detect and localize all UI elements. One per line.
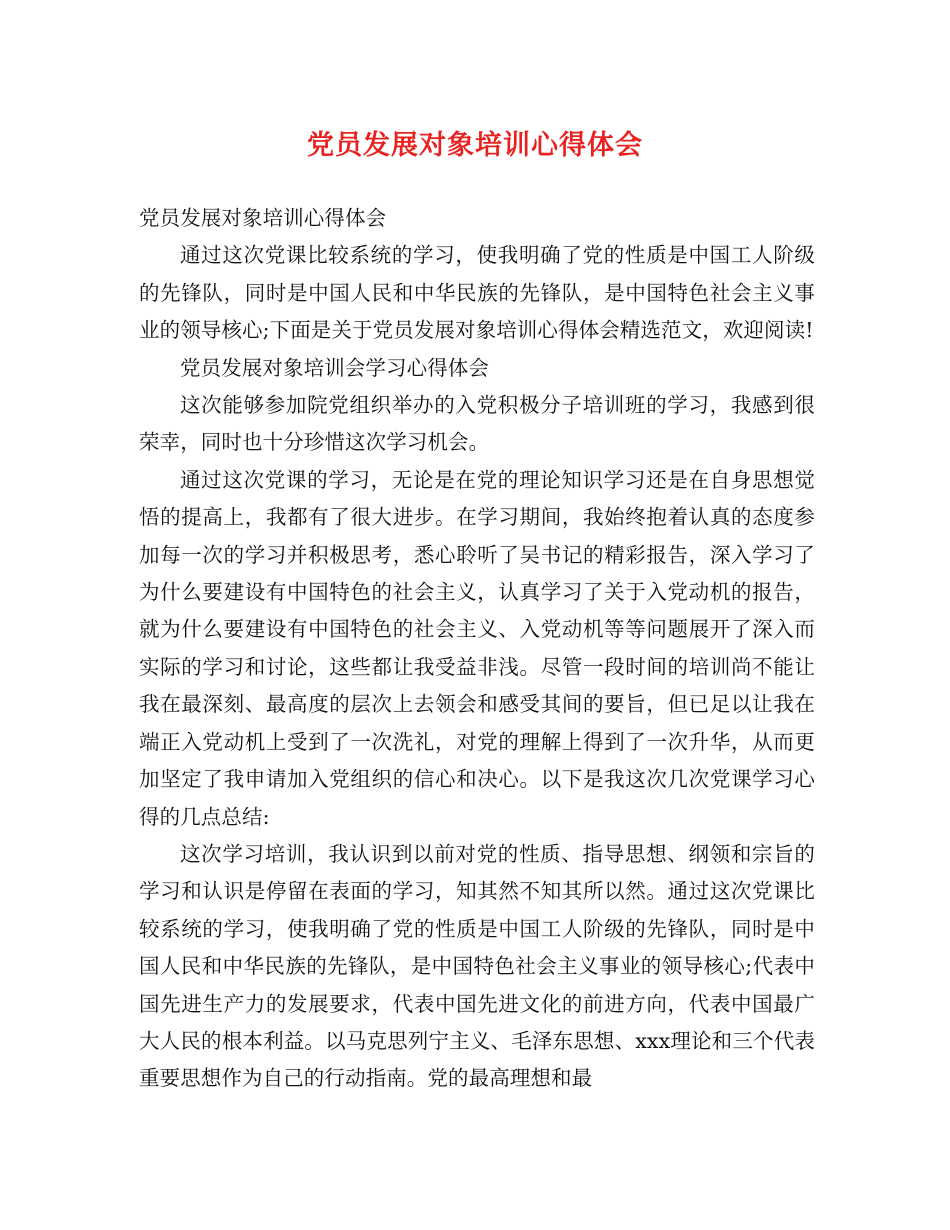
document-title: 党员发展对象培训心得体会 xyxy=(307,130,643,161)
section-heading: 党员发展对象培训会学习心得体会 xyxy=(180,355,489,380)
document-body xyxy=(139,200,815,1098)
paragraph: 通过这次党课比较系统的学习，使我明确了党的性质是中国工人阶级的先锋队，同时是中国人民和中华民族的先锋队，是中国特色社会主义事业的领导核心;下面是关于党员发展对象培训心得体会精选范文，欢迎阅读! xyxy=(139,243,815,343)
paragraph: 通过这次党课的学习，无论是在党的理论知识学习还是在自身思想觉悟的提高上，我都有了很大进步。在学习期间，我始终抱着认真的态度参加每一次的学习并积极思考，悉心聆听了吴书记的精彩报告，深入学习了为什么要建设有中国特色的社会主义，认真学习了关于入党动机的报告，就为什么要建设有中国特色的社会主义、入党动机等等问题展开了深入而实际的学习和讨论，这些都让我受益非浅。尽管一段时间的培训尚不能让我在最深刻、最高度的层次上去领会和感受其间的要旨，但已足以让我在端正入党动机上受到了一次洗礼，对党的理解上得到了一次升华，从而更加坚定了我申请加入党组织的信心和决心。以下是我这次几次党课学习心得的几点总结: xyxy=(139,467,815,829)
paragraph: 这次学习培训，我认识到以前对党的性质、指导思想、纲领和宗旨的学习和认识是停留在表面的学习，知其然不知其所以然。通过这次党课比较系统的学习，使我明确了党的性质是中国工人阶级的先锋队，同时是中国人民和中华民族的先锋队，是中国特色社会主义事业的领导核心;代表中国先进生产力的发展要求，代表中国先进文化的前进方向，代表中国最广大人民的根本利益。以马克思列宁主义、毛泽东思想、xxx理论和三个代表重要思想作为自己的行动指南。党的最高理想和最 xyxy=(139,841,815,1091)
paragraph: 党员发展对象培训心得体会 xyxy=(139,206,387,230)
paragraph: 这次能够参加院党组织举办的入党积极分子培训班的学习，我感到很荣幸，同时也十分珍惜这次学习机会。 xyxy=(139,393,815,455)
